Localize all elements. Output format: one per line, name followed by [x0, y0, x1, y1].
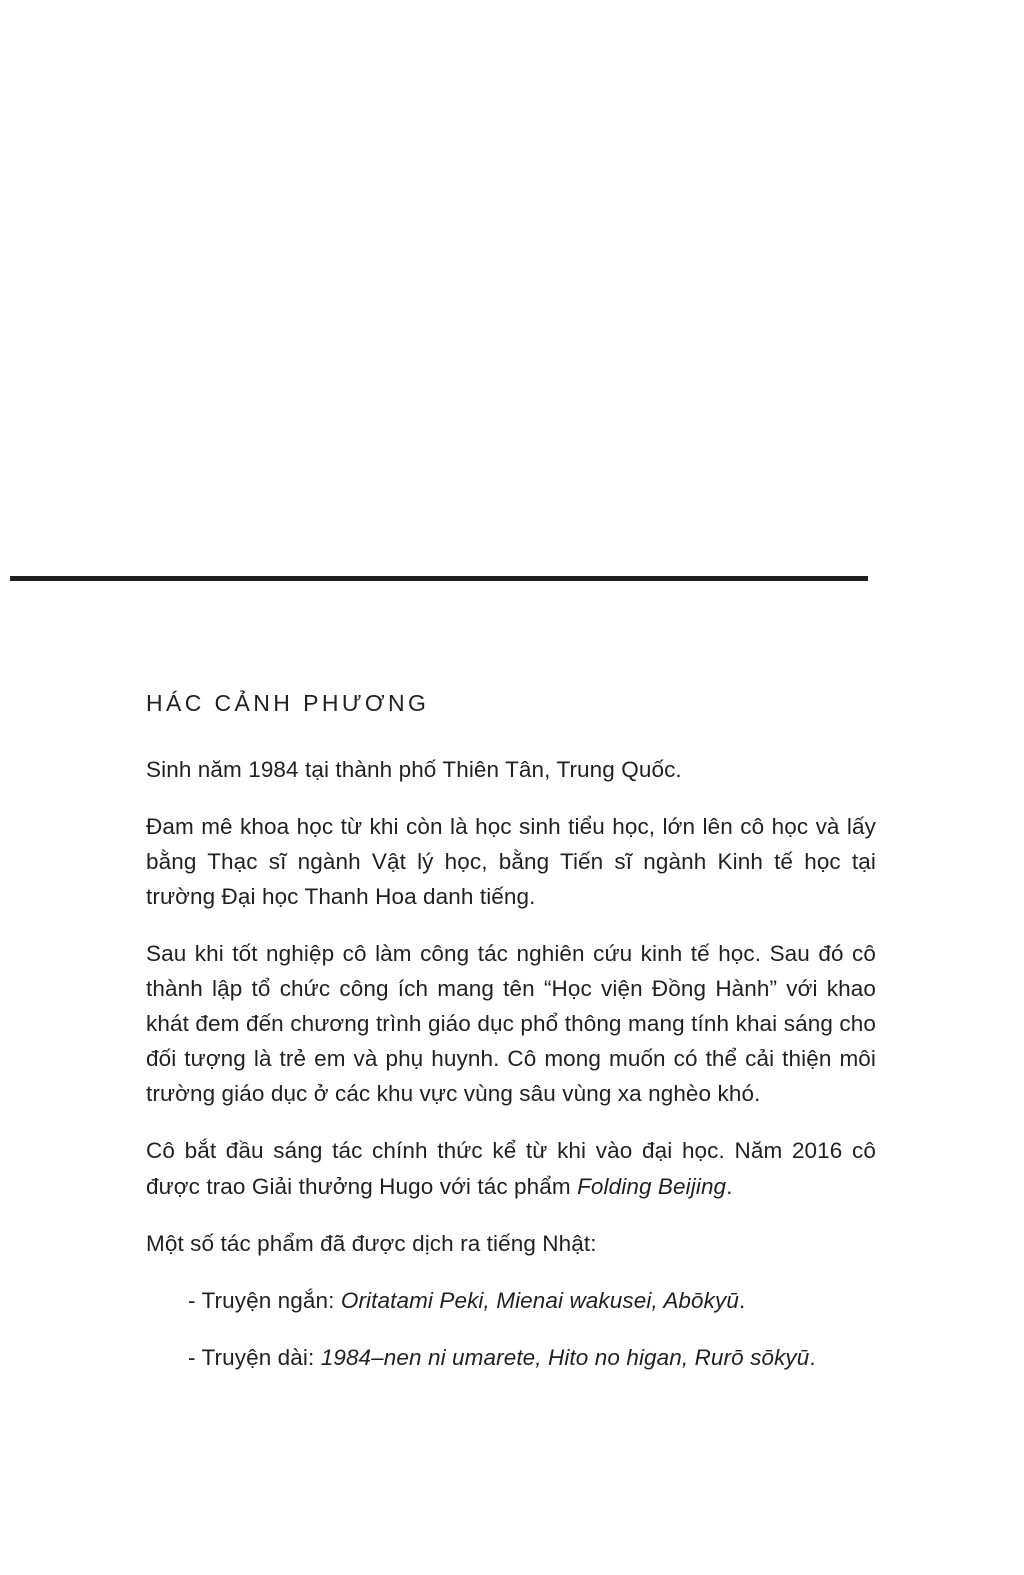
- paragraph-birth: [146, 752, 876, 787]
- text-run: Một số tác phẩm đã được dịch ra tiếng Nhật:: [146, 1230, 597, 1256]
- bio-paragraph-list: [146, 752, 876, 1375]
- author-heading: HÁC CẢNH PHƯƠNG: [146, 690, 430, 716]
- text-run: Đam mê khoa học từ khi còn là học sinh tiểu học, lớn lên cô học và lấy bằng Thạc sĩ ngành Vật lý học, bằng Tiến sĩ ngành Kinh tế học tại trường Đại học Thanh Hoa danh tiếng.: [146, 813, 876, 909]
- text-run: - Truyện ngắn:: [188, 1287, 341, 1313]
- text-run: Sinh năm 1984 tại thành phố Thiên Tân, Trung Quốc.: [146, 756, 682, 782]
- horizontal-rule-divider: [10, 576, 868, 581]
- italic-title-text: 1984–nen ni umarete, Hito no higan, Rurō sōkyū: [320, 1344, 810, 1370]
- text-run: - Truyện dài:: [188, 1344, 321, 1370]
- paragraph-short-stories: [188, 1283, 876, 1318]
- paragraph-education: [146, 809, 876, 914]
- paragraph-writing: [146, 1133, 876, 1203]
- text-run: Cô bắt đầu sáng tác chính thức kể từ khi vào đại học. Năm 2016 cô được trao Giải thưởng Hugo với tác phẩm: [146, 1138, 876, 1199]
- text-run: Sau khi tốt nghiệp cô làm công tác nghiên cứu kinh tế học. Sau đó cô thành lập tổ chức công ích mang tên “Học viện Đồng Hành” với khao khát đem đến chương trình giáo dục phổ thông mang tính khai sáng cho đối tượng là trẻ em và phụ huynh. Cô mong muốn có thể cải thiện môi trường giáo dục ở các khu vực vùng sâu vùng xa nghèo khó.: [146, 940, 876, 1107]
- text-run: .: [738, 1287, 746, 1313]
- paragraph-career: [146, 936, 876, 1111]
- italic-title-text: Folding Beijing: [577, 1173, 727, 1199]
- text-run: .: [809, 1344, 816, 1370]
- paragraph-translations-intro: [146, 1226, 876, 1261]
- text-run: .: [726, 1173, 733, 1199]
- italic-title-text: Oritatami Peki, Mienai wakusei, Abōkyū: [340, 1287, 739, 1313]
- author-bio-block: [146, 690, 876, 1375]
- paragraph-novels: [188, 1340, 876, 1375]
